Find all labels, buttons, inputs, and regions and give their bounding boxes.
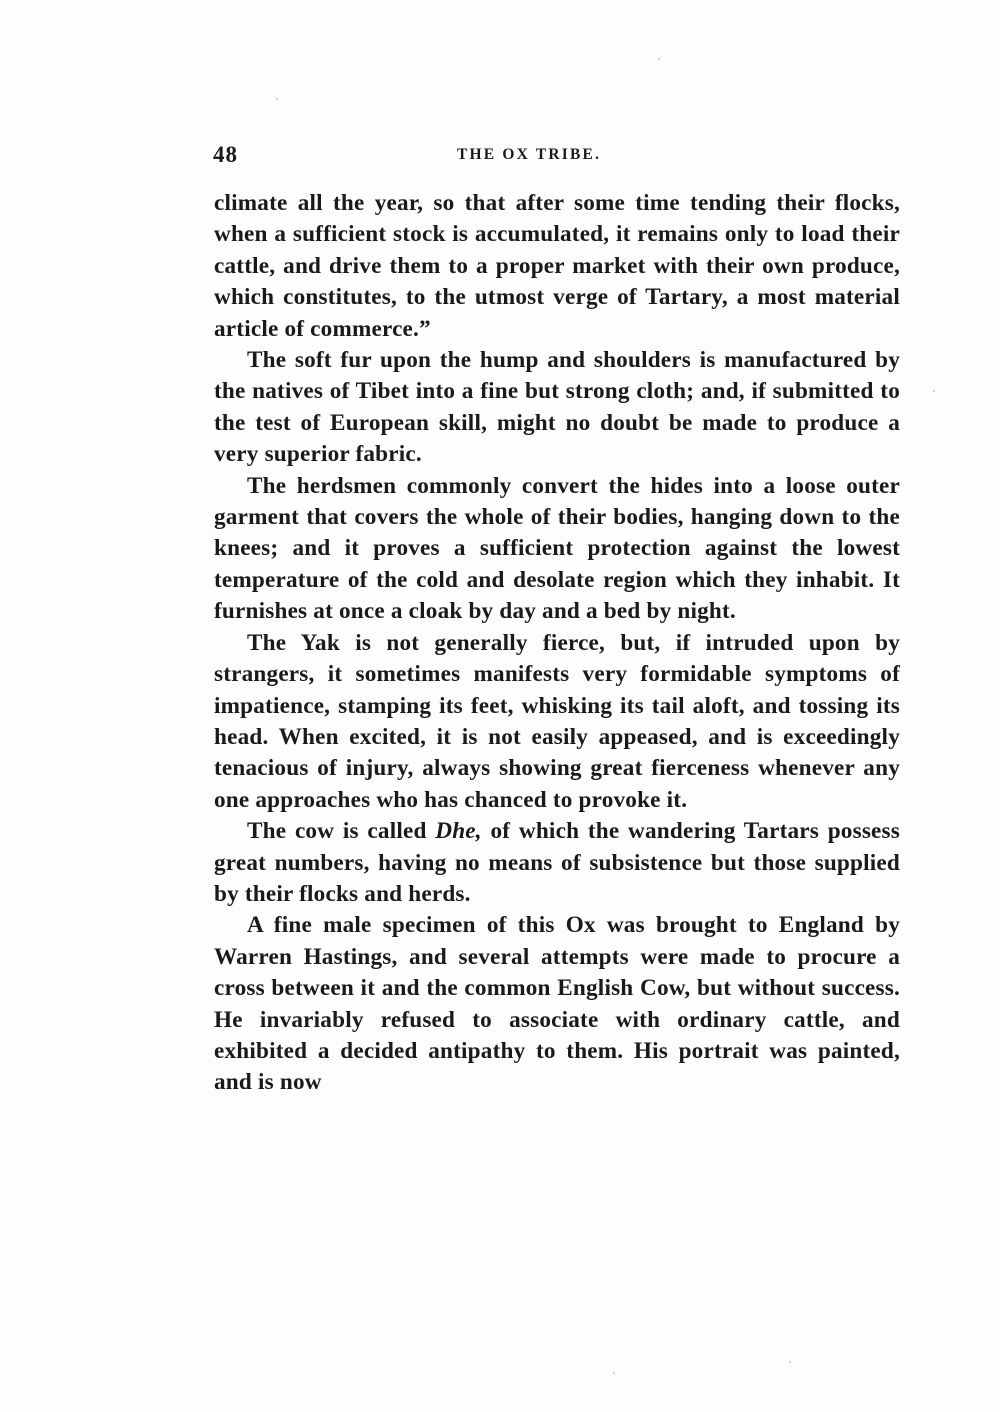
paper-speck bbox=[658, 58, 660, 60]
paper-speck bbox=[933, 390, 935, 392]
paper-speck bbox=[789, 1361, 791, 1363]
paragraph-hastings: A fine male specimen of this Ox was brought to England by Warren Hastings, and several attempts were made to procure a cross between it and the common English Cow, but without success. He invariably refused to associate with ordinary cattle, and exhibited a decided antipathy to them. His portrait was painted, and is now bbox=[214, 912, 900, 1096]
running-title: THE OX TRIBE. bbox=[457, 146, 602, 163]
page-number: 48 bbox=[213, 142, 238, 167]
paper-speck bbox=[276, 98, 278, 100]
running-head bbox=[213, 142, 899, 172]
paragraph-cow bbox=[214, 816, 900, 910]
paper-speck bbox=[613, 1372, 615, 1374]
paragraph-temper: The Yak is not generally fierce, but, if intruded upon by strangers, it sometimes manifests very formidable symptoms of impatience, stamping its feet, whisking its tail aloft, and tossing its head. When excited, it is not easily appeased, and is exceedingly tenacious of injury, always showing great fierceness whenever any one approaches who has chanced to provoke it. bbox=[214, 629, 900, 813]
paragraph-cow-text-end: of which the wandering Tartars possess great numbers, having no means of subsistence but those supplied by their flocks and herds. bbox=[214, 818, 900, 907]
paragraph-cow-term: Dhe, bbox=[435, 818, 482, 845]
body-text bbox=[214, 188, 900, 1099]
paragraph-cow-text-start: The cow is called bbox=[247, 818, 436, 845]
paragraph-hides: The herdsmen commonly convert the hides into a loose outer garment that covers the whole of their bodies, hanging down to the knees; and it proves a sufficient protection against the lowest temperature of the cold and desolate region which they inhabit. It furnishes at once a cloak by day and a bed by night. bbox=[214, 472, 900, 625]
paragraph-fur: The soft fur upon the hump and shoulders is manufactured by the natives of Tibet into a fine but strong cloth; and, if submitted to the test of European skill, might no doubt be made to produce a very superior fabric. bbox=[214, 347, 900, 468]
paragraph-continued: climate all the year, so that after some time tending their flocks, when a sufficient stock is accumulated, it remains only to load their cattle, and drive them to a proper market with their own produce, which constitutes, to the utmost verge of Tartary, a most material article of commerce.” bbox=[214, 190, 900, 342]
